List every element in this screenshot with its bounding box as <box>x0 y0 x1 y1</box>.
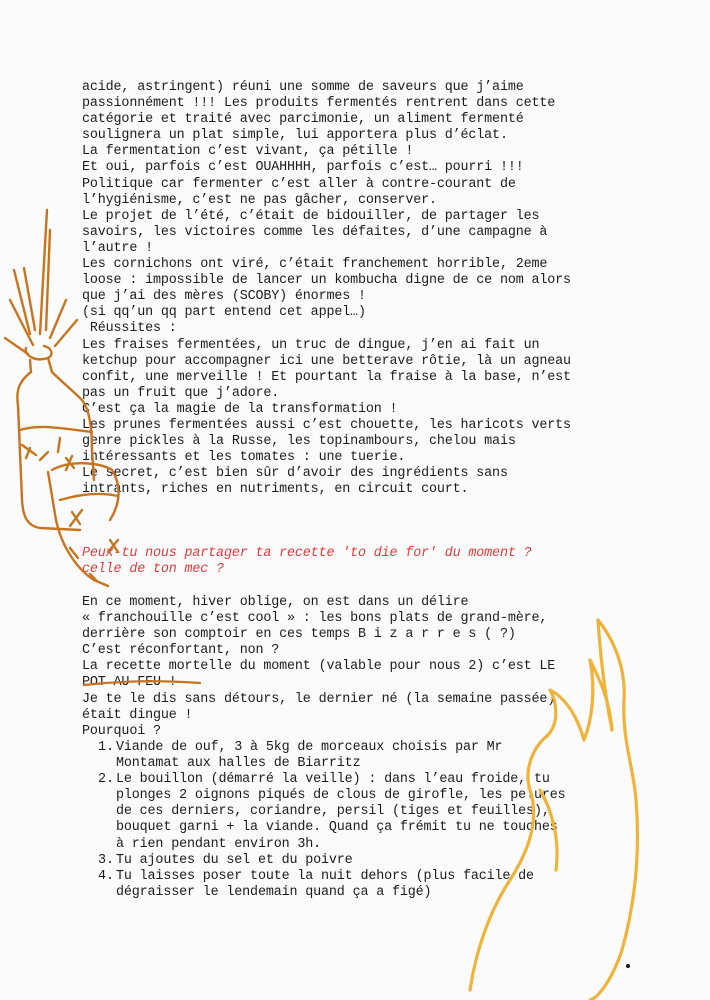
text-line: l’hygiénisme, c’est ne pas gâcher, conserver. <box>82 192 437 208</box>
text-line: C’est ça la magie de la transformation ! <box>82 401 398 417</box>
text-line: savoirs, les victoires comme les défaites, d’une campagne à <box>82 224 548 240</box>
text-line: Les cornichons ont viré, c’était franchement horrible, 2eme <box>82 257 548 273</box>
text-line: C’est réconfortant, non ? <box>82 643 280 659</box>
text-line: acide, astringent) réuni une somme de saveurs que j’aime <box>82 80 524 95</box>
step-line: plonges 2 oignons piqués de clous de girofle, les pelures <box>116 788 566 804</box>
text-line: genre pickles à la Russe, les topinambours, chelou mais <box>82 434 516 450</box>
step-line: de ces derniers, coriandre, persil (tiges et feuilles), <box>116 804 550 820</box>
step-number: 1. <box>98 740 115 755</box>
text-line: Les prunes fermentées aussi c’est chouette, les haricots verts <box>82 417 571 433</box>
step-number: 4. <box>98 868 115 884</box>
step-line: Le bouillon (démarré la veille) : dans l’eau froide, tu <box>116 772 550 788</box>
recipe-step <box>82 853 642 869</box>
text-line: La recette mortelle du moment (valable pour nous 2) c’est LE <box>82 659 556 675</box>
text-line: Je te le dis sans détours, le dernier né (la semaine passée) <box>82 691 556 707</box>
step-number: 2. <box>98 772 115 788</box>
text-line: Et oui, parfois c’est OUAHHHH, parfois c’est… pourri !!! <box>82 160 524 176</box>
text-line: La fermentation c’est vivant, ça pétille ! <box>82 144 414 160</box>
text-line: En ce moment, hiver oblige, on est dans un délire <box>82 595 469 610</box>
recipe-step <box>82 869 642 901</box>
text-line: intrants, riches en nutriments, en circuit court. <box>82 482 469 498</box>
text-line: intéressants et les tomates : une tuerie. <box>82 450 406 466</box>
step-number: 3. <box>98 852 115 868</box>
recipe-step <box>82 772 642 852</box>
question-line: Peux-tu nous partager ta recette 'to die for' du moment ? <box>82 546 532 561</box>
text-line: « franchouille c’est cool » : les bons plats de grand-mère, <box>82 611 548 627</box>
step-line: Tu ajoutes du sel et du poivre <box>116 852 353 868</box>
text-line: Pourquoi ? <box>82 723 161 739</box>
recipe-list-container <box>82 740 642 901</box>
text-line: catégorie et traité avec parcimonie, un aliment fermenté <box>82 112 524 128</box>
bottle-doodle-icon <box>5 210 94 530</box>
ink-dot <box>626 964 630 968</box>
text-line: Politique car fermenter c’est aller à contre-courant de <box>82 176 516 192</box>
answer-paragraph <box>82 595 642 740</box>
step-line: Tu laisses poser toute la nuit dehors (plus facile de <box>116 868 534 884</box>
question-line: celle de ton mec ? <box>82 562 224 578</box>
text-line: loose : impossible de lancer un kombucha digne de ce nom alors <box>82 273 571 289</box>
text-line: ketchup pour accompagner ici une betterave rôtie, là un agneau <box>82 353 571 369</box>
text-line: que j’ai des mères (SCOBY) énormes ! <box>82 289 366 305</box>
text-line: Le secret, c’est bien sûr d’avoir des ingrédients sans <box>82 466 508 482</box>
text-line: confit, une merveille ! Et pourtant la fraise à la base, n’est <box>82 369 571 385</box>
text-line: l’autre ! <box>82 240 153 256</box>
text-line: Réussites : <box>82 321 177 337</box>
text-line: (si qq’un qq part entend cet appel…) <box>82 305 366 321</box>
step-line: dégraisser le lendemain quand ça a figé) <box>116 884 432 900</box>
text-line: POT AU FEU ! <box>82 675 177 691</box>
recipe-step <box>82 740 642 772</box>
text-line: Le projet de l’été, c’était de bidouiller, de partager les <box>82 208 540 224</box>
interview-question <box>82 546 642 578</box>
text-line: passionnément !!! Les produits fermentés rentrent dans cette <box>82 96 556 112</box>
text-line: derrière son comptoir en ces temps B i z a r r e s ( ?) <box>82 627 516 643</box>
step-line: Montamat aux halles de Biarritz <box>116 756 361 772</box>
text-line: pas un fruit que j’adore. <box>82 385 280 401</box>
text-line: Les fraises fermentées, un truc de dingue, j’en ai fait un <box>82 337 540 353</box>
text-line: était dingue ! <box>82 707 193 723</box>
step-line: bouquet garni + la viande. Quand ça frémit tu ne touches <box>116 820 558 836</box>
intro-paragraph <box>82 80 642 498</box>
text-line: soulignera un plat simple, lui apportera plus d’éclat. <box>82 128 508 144</box>
recipe-list <box>82 740 642 901</box>
step-line: Viande de ouf, 3 à 5kg de morceaux choisis par Mr <box>116 740 503 755</box>
step-line: à rien pendant environ 3h. <box>116 836 322 852</box>
